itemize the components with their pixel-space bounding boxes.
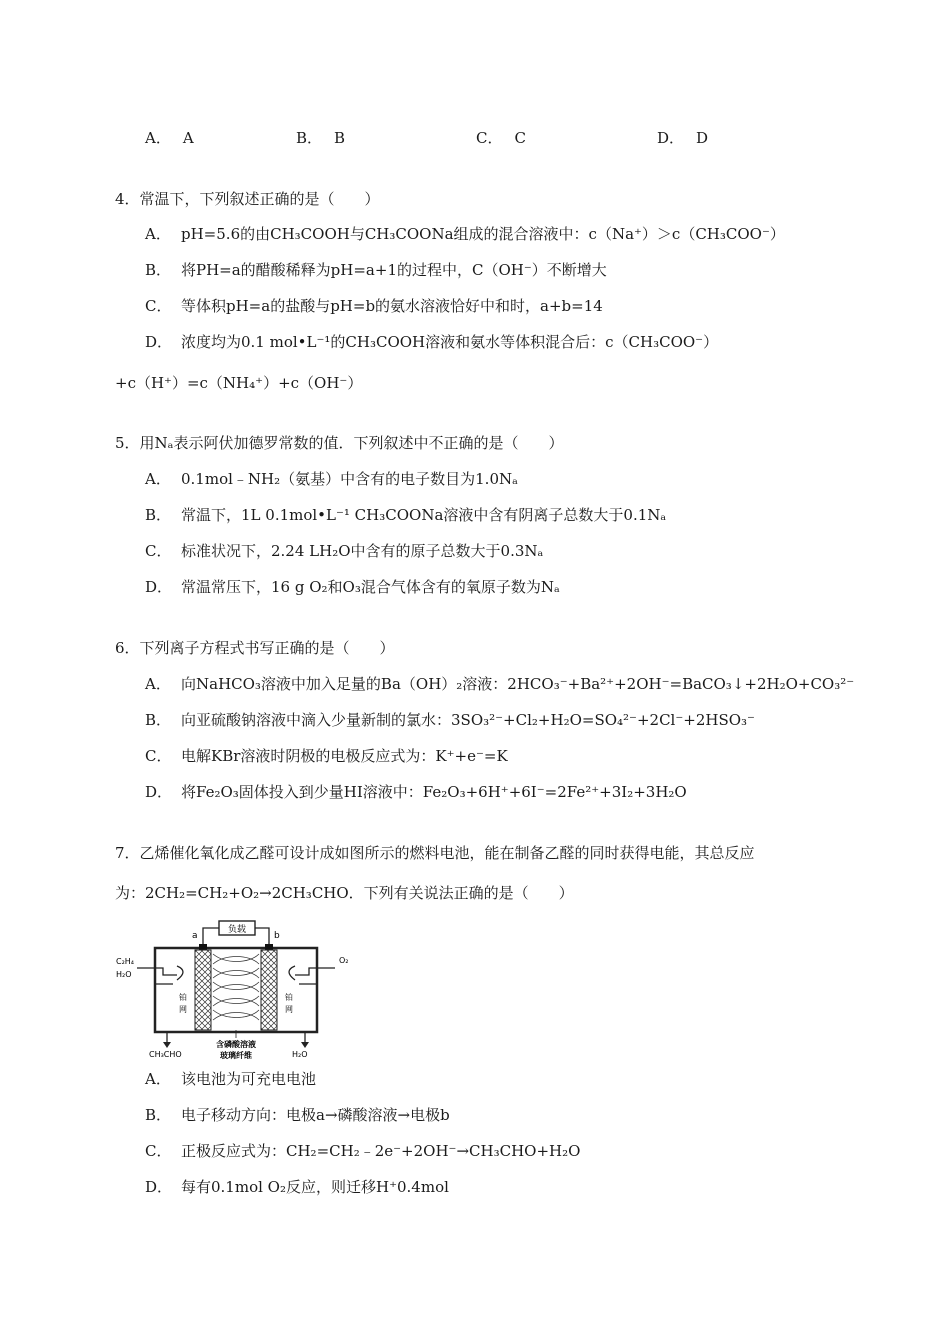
terminal-b xyxy=(265,944,273,950)
option-text: 常温常压下，16 g O₂和O₃混合气体含有的氧原子数为Nₐ xyxy=(181,578,560,596)
q7-option-a xyxy=(145,1069,316,1089)
option-key: A． xyxy=(145,675,171,693)
q4-option-d-continued: +c（H⁺）=c（NH₄⁺）+c（OH⁻） xyxy=(115,374,363,392)
q7-stem-line2: 为：2CH₂=CH₂+O₂→2CH₃CHO．下列有关说法正确的是（ ） xyxy=(115,884,574,902)
option-key: C． xyxy=(145,297,172,315)
option-key: D． xyxy=(145,783,173,801)
q4-stem: 4．常温下，下列叙述正确的是（ ） xyxy=(115,190,380,208)
terminal-a xyxy=(199,944,207,950)
option-text: 0.1mol﹣NH₂（氨基）中含有的电子数目为1.0Nₐ xyxy=(181,470,518,488)
option-text: 常温下，1L 0.1mol•L⁻¹ CH₃COONa溶液中含有阴离子总数大于0.1Nₐ xyxy=(181,506,667,524)
option-key: D． xyxy=(657,129,685,147)
q5-stem: 5．用Nₐ表示阿伏加德罗常数的值．下列叙述中不正确的是（ ） xyxy=(115,434,564,452)
q7-option-d xyxy=(145,1177,449,1197)
option-key: B． xyxy=(296,129,323,147)
option-key: B． xyxy=(145,711,172,729)
option-text: 每有0.1mol O₂反应，则迁移H⁺0.4mol xyxy=(181,1178,449,1196)
left-inlet-pipe xyxy=(137,968,177,975)
cell-body xyxy=(155,948,317,1032)
right-inlet-pipe xyxy=(295,968,335,975)
q3-option-d xyxy=(657,128,708,148)
option-text: 该电池为可充电电池 xyxy=(181,1070,317,1088)
option-text: 标准状况下，2.24 LH₂O中含有的原子总数大于0.3Nₐ xyxy=(181,542,544,560)
q3-option-b xyxy=(296,128,345,148)
option-text: D xyxy=(696,129,709,147)
option-key: B． xyxy=(145,261,172,279)
electrode-a-label: a xyxy=(192,931,198,941)
right-mesh-label-1: 铂 xyxy=(285,993,293,1002)
option-key: A． xyxy=(145,470,171,488)
center-label-1: 含磷酸溶液 xyxy=(216,1040,256,1049)
q4-option-b xyxy=(145,260,607,280)
q5-option-a xyxy=(145,469,518,489)
q7-stem-line1: 7．乙烯催化氧化成乙醛可设计成如图所示的燃料电池，能在制备乙醛的同时获得电能，其总反应 xyxy=(115,844,755,862)
option-key: C． xyxy=(145,1142,172,1160)
q3-option-a xyxy=(145,128,194,148)
option-text: 等体积pH=a的盐酸与pH=b的氨水溶液恰好中和时，a+b=14 xyxy=(181,297,603,315)
q6-option-b xyxy=(145,710,755,730)
option-text: 电子移动方向：电极a→磷酸溶液→电极b xyxy=(181,1106,450,1124)
q4-option-c xyxy=(145,296,603,316)
option-text: 向亚硫酸钠溶液中滴入少量新制的氯水：3SO₃²⁻+Cl₂+H₂O=SO₄²⁻+2Cl⁻+2HSO₃⁻ xyxy=(181,711,755,729)
q6-option-a xyxy=(145,674,854,694)
option-text: 向NaHCO₃溶液中加入足量的Ba（OH）₂溶液：2HCO₃⁻+Ba²⁺+2OH⁻=BaCO₃↓+2H₂O+CO₃²⁻ xyxy=(181,675,855,693)
option-text: B xyxy=(334,129,346,147)
fuel-cell-diagram xyxy=(115,918,355,1060)
option-text: 将Fe₂O₃固体投入到少量HI溶液中：Fe₂O₃+6H⁺+6I⁻=2Fe²⁺+3I₂+3H₂O xyxy=(181,783,687,801)
q3-option-c xyxy=(476,128,526,148)
q6-stem: 6．下列离子方程式书写正确的是（ ） xyxy=(115,639,395,657)
option-key: A． xyxy=(145,1070,171,1088)
q5-option-c xyxy=(145,541,543,561)
q5-option-b xyxy=(145,505,666,525)
left-outlet-label: CH₃CHO xyxy=(149,1050,182,1059)
q6-option-d xyxy=(145,782,687,802)
right-outlet-label: H₂O xyxy=(292,1050,308,1059)
left-inlet-h2o: H₂O xyxy=(116,970,132,979)
option-text: 正极反应式为：CH₂=CH₂﹣2e⁻+2OH⁻→CH₃CHO+H₂O xyxy=(181,1142,581,1160)
option-key: D． xyxy=(145,578,173,596)
q5-option-d xyxy=(145,577,560,597)
option-text: pH=5.6的由CH₃COOH与CH₃COONa组成的混合溶液中：c（Na⁺）＞c（CH₃COO⁻） xyxy=(181,225,785,243)
option-text: A xyxy=(182,129,194,147)
electrode-b xyxy=(261,950,277,1030)
center-label-2: 玻璃纤维 xyxy=(220,1051,252,1060)
option-key: C． xyxy=(476,129,503,147)
q7-option-c xyxy=(145,1141,580,1161)
option-key: B． xyxy=(145,1106,172,1124)
left-mesh-label-1: 铂 xyxy=(179,993,187,1002)
option-key: D． xyxy=(145,333,173,351)
q4-option-d xyxy=(145,332,718,352)
option-key: D． xyxy=(145,1178,173,1196)
left-mesh-label-2: 网 xyxy=(179,1005,187,1014)
q6-option-c xyxy=(145,746,508,766)
q4-option-a xyxy=(145,224,785,244)
left-inlet-c2h4: C₂H₄ xyxy=(116,957,135,966)
option-key: C． xyxy=(145,542,172,560)
load-label: 负载 xyxy=(227,925,247,935)
option-key: C． xyxy=(145,747,172,765)
option-text: 浓度均为0.1 mol•L⁻¹的CH₃COOH溶液和氨水等体积混合后：c（CH₃COO⁻） xyxy=(181,333,719,351)
electrode-b-label: b xyxy=(274,931,280,941)
q7-option-b xyxy=(145,1105,450,1125)
option-text: C xyxy=(514,129,526,147)
option-text: 电解KBr溶液时阴极的电极反应式为：K⁺+e⁻=K xyxy=(181,747,508,765)
electrode-a xyxy=(195,950,211,1030)
glass-fiber-membrane xyxy=(213,954,259,1020)
right-mesh-label-2: 网 xyxy=(285,1005,293,1014)
option-key: A． xyxy=(145,225,171,243)
option-text: 将PH=a的醋酸稀释为pH=a+1的过程中，C（OH⁻）不断增大 xyxy=(181,261,607,279)
right-inlet-o2: O₂ xyxy=(339,956,349,965)
option-key: A． xyxy=(145,129,171,147)
option-key: B． xyxy=(145,506,172,524)
